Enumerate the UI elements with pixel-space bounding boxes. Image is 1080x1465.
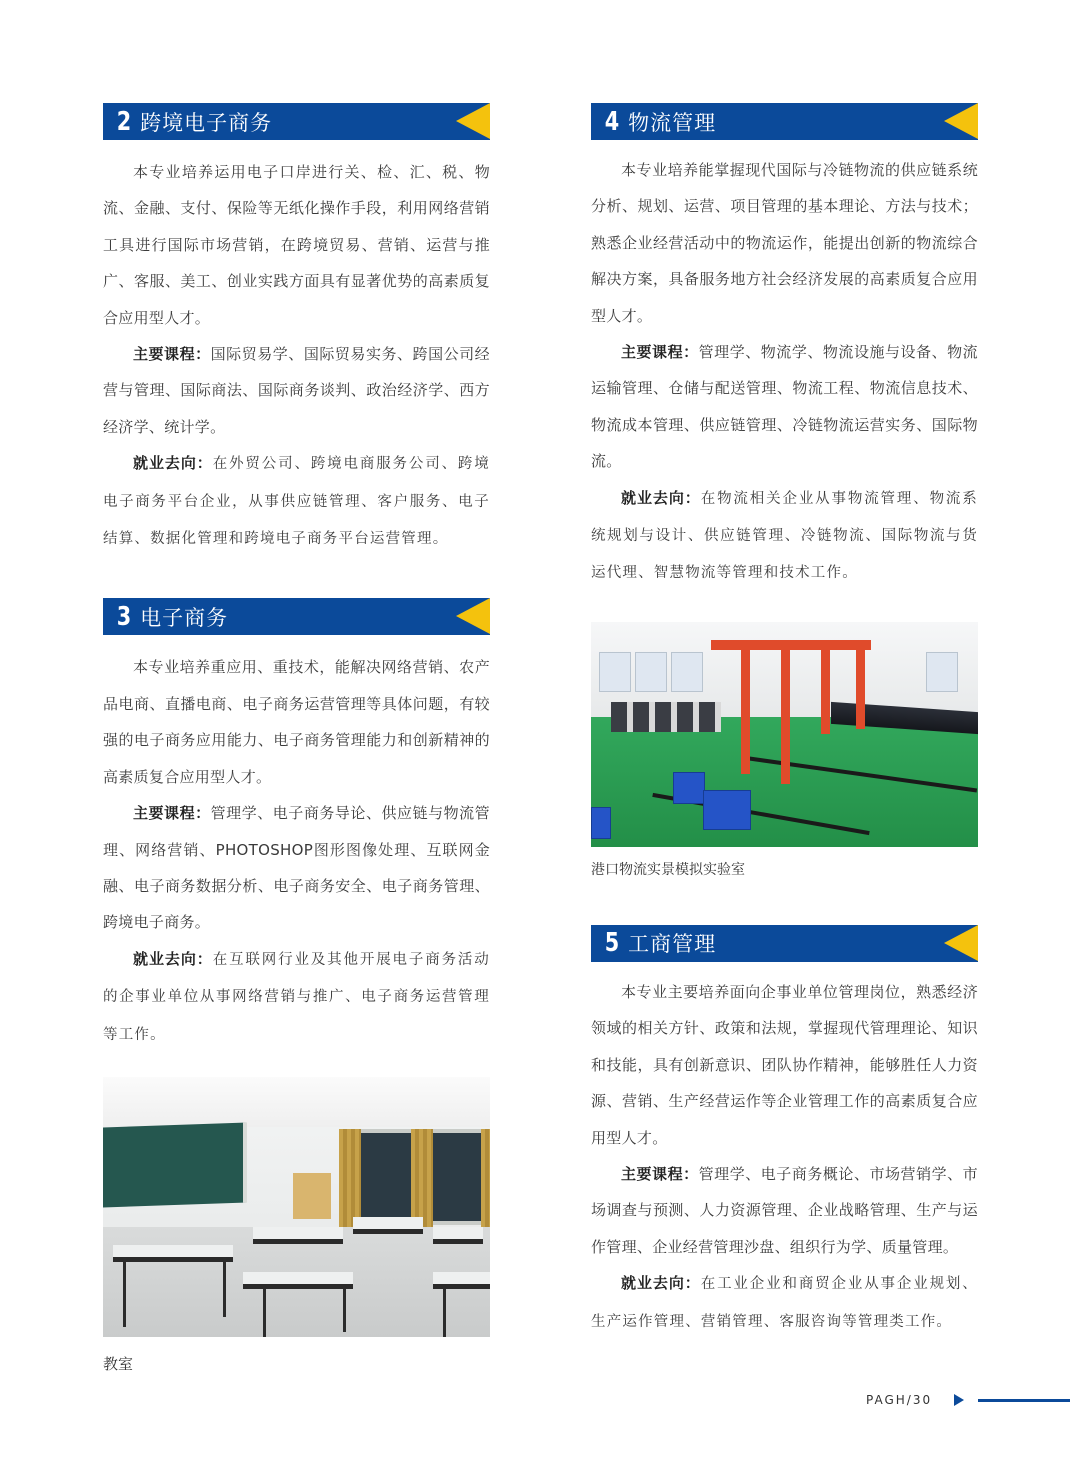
jobs-label: 就业去向：	[621, 488, 701, 507]
section-number: 2	[116, 106, 131, 137]
intro-paragraph	[103, 154, 490, 336]
page-footer	[866, 1393, 1070, 1407]
classroom-photo	[103, 1077, 490, 1337]
courses-paragraph	[591, 1156, 978, 1265]
section-header-business-admin	[591, 925, 978, 962]
intro-text: 本专业培养重应用、重技术，能解决网络营销、农产品电商、直播电商、电子商务运营管理等具体问题，有较强的电子商务应用能力、电子商务管理能力和创新精神的高素质复合应用型人才。	[103, 658, 490, 786]
footer-rule	[978, 1399, 1070, 1402]
section-body-business-admin	[591, 974, 978, 1340]
yellow-triangle-icon	[944, 925, 978, 961]
section-number: 4	[604, 106, 619, 137]
jobs-paragraph	[103, 445, 490, 557]
courses-text: 管理学、电子商务导论、供应链与物流管理、网络营销、PHOTOSHOP图形图像处理、互联网金融、电子商务数据分析、电子商务安全、电子商务管理、跨境电子商务。	[103, 804, 490, 932]
courses-paragraph	[591, 334, 978, 480]
jobs-label: 就业去向：	[133, 949, 213, 968]
yellow-triangle-icon	[456, 598, 490, 634]
intro-paragraph	[591, 152, 978, 334]
yellow-triangle-icon	[944, 103, 978, 139]
section-title: 工商管理	[628, 932, 717, 957]
jobs-text: 在外贸公司、跨境电商服务公司、跨境电子商务平台企业，从事供应链管理、客户服务、电子结算、数据化管理和跨境电子商务平台运营管理。	[103, 456, 490, 548]
logistics-lab-photo	[591, 622, 978, 847]
section-title: 电子商务	[140, 605, 229, 630]
section-header-cross-border-ecommerce	[103, 103, 490, 140]
courses-paragraph	[103, 795, 490, 941]
crane	[711, 640, 871, 650]
yellow-triangle-icon	[456, 103, 490, 139]
jobs-paragraph	[103, 941, 490, 1053]
jobs-text: 在工业企业和商贸企业从事企业规划、生产运作管理、营销管理、客服咨询等管理类工作。	[591, 1276, 978, 1330]
blackboard	[103, 1122, 247, 1207]
section-title: 物流管理	[628, 110, 717, 135]
intro-text: 本专业主要培养面向企事业单位管理岗位，熟悉经济领域的相关方针、政策和法规，掌握现代管理理论、知识和技能，具有创新意识、团队协作精神，能够胜任人力资源、营销、生产经营运作等企业管理工作的高素质复合应用型人才。	[591, 982, 978, 1147]
section-body-ecommerce	[103, 649, 490, 1052]
section-number: 5	[604, 928, 619, 959]
section-body-logistics	[591, 152, 978, 592]
intro-paragraph	[591, 974, 978, 1156]
intro-text: 本专业培养运用电子口岸进行关、检、汇、税、物流、金融、支付、保险等无纸化操作手段，利用网络营销工具进行国际市场营销，在跨境贸易、营销、运营与推广、客服、美工、创业实践方面具有显著优势的高素质复合应用型人才。	[103, 163, 490, 327]
classroom-caption: 教室	[103, 1354, 134, 1373]
intro-text: 本专业培养能掌握现代国际与冷链物流的供应链系统分析、规划、运营、项目管理的基本理论、方法与技术；熟悉企业经营活动中的物流运作，能提出创新的物流综合解决方案，具备服务地方社会经济发展的高素质复合应用型人才。	[591, 161, 978, 325]
courses-text: 管理学、物流学、物流设施与设备、物流运输管理、仓储与配送管理、物流工程、物流信息技术、物流成本管理、供应链管理、冷链物流运营实务、国际物流。	[591, 343, 978, 471]
jobs-text: 在物流相关企业从事物流管理、物流系统规划与设计、供应链管理、冷链物流、国际物流与货运代理、智慧物流等管理和技术工作。	[591, 490, 978, 582]
jobs-label: 就业去向：	[621, 1274, 701, 1293]
jobs-paragraph	[591, 1265, 978, 1340]
jobs-paragraph	[591, 480, 978, 592]
courses-label: 主要课程：	[133, 345, 211, 364]
right-column	[591, 103, 978, 1340]
courses-text: 国际贸易学、国际贸易实务、跨国公司经营与管理、国际商法、国际商务谈判、政治经济学、西方经济学、统计学。	[103, 345, 490, 436]
play-arrow-icon	[954, 1394, 964, 1406]
page-number: PAGH/30	[866, 1393, 933, 1407]
courses-label: 主要课程：	[133, 804, 211, 823]
section-header-logistics	[591, 103, 978, 140]
left-column	[103, 103, 490, 1374]
section-title: 跨境电子商务	[140, 110, 273, 135]
courses-paragraph	[103, 336, 490, 445]
section-body-cross-border-ecommerce	[103, 154, 490, 557]
lab-caption: 港口物流实景模拟实验室	[591, 861, 745, 878]
courses-text: 管理学、电子商务概论、市场营销学、市场调查与预测、人力资源管理、企业战略管理、生产与运作管理、企业经营管理沙盘、组织行为学、质量管理。	[591, 1164, 978, 1256]
section-number: 3	[116, 601, 131, 632]
jobs-text: 在互联网行业及其他开展电子商务活动的企事业单位从事网络营销与推广、电子商务运营管理等工作。	[103, 951, 490, 1043]
jobs-label: 就业去向：	[133, 454, 213, 473]
courses-label: 主要课程：	[621, 343, 699, 362]
intro-paragraph	[103, 649, 490, 795]
courses-label: 主要课程：	[621, 1164, 699, 1183]
section-header-ecommerce	[103, 598, 490, 635]
